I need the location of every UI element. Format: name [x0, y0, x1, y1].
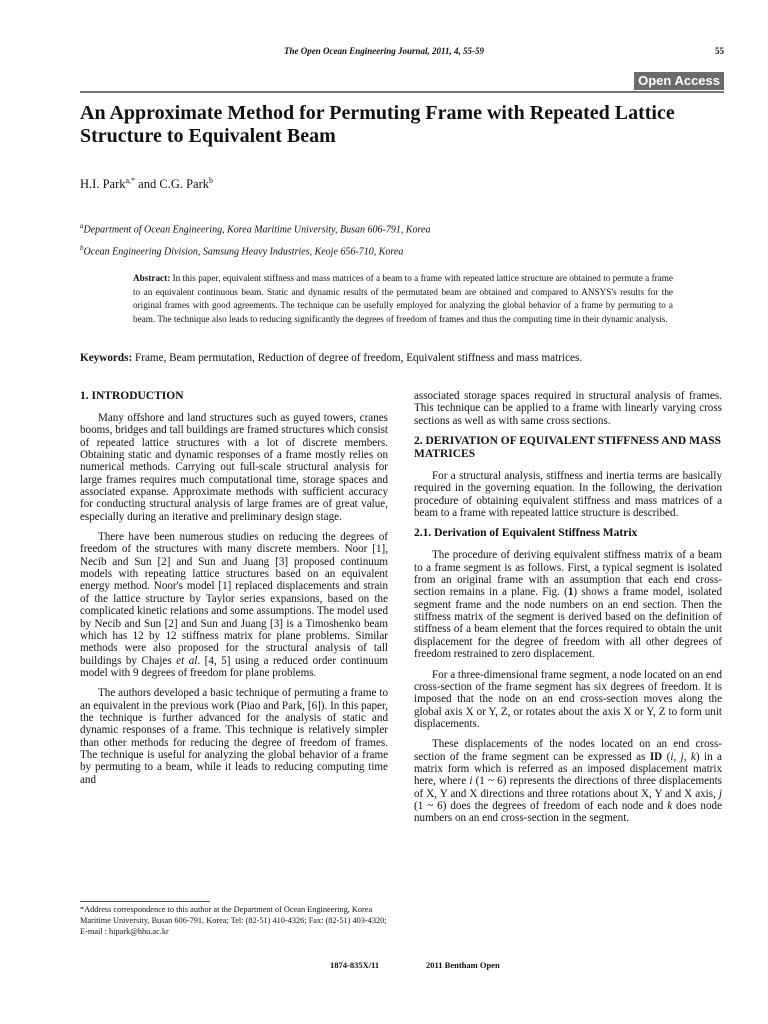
journal-name: The Open Ocean Engineering Journal,	[283, 46, 430, 56]
keywords-label: Keywords:	[80, 352, 133, 364]
author-1-marker: a,*	[125, 176, 136, 185]
abstract-text: In this paper, equivalent stiffness and mass matrices of a beam to a frame with repeated lattice structure are obtained to permute a frame to an equivalent continuous beam. Static and dynamic results of the permutated beam are obtained and compared to ANSYS's results for the original frames with good agreements. The technique can be usefully employed for analyzing the global behavior of a frame by permuting to a beam. The technique also leads to reducing significantly the degrees of freedom of frames and thus the computing time in their dynamic analysis.	[133, 273, 673, 324]
keywords-text: Frame, Beam permutation, Reduction of degree of freedom, Equivalent stiffness and mass matrices.	[132, 352, 583, 364]
stiffness-p1-part-a: The procedure of deriving equivalent stiffness matrix of a beam to a frame segment is as follows. First, a typical segment is isolated from an original frame with an assumption that each end cross-section remains in a plane. Fig. (	[414, 549, 722, 599]
stiffness-paragraph-2: For a three-dimensional frame segment, a node located on an end cross-section of the frame segment has six degrees of freedom. It is imposed that the node on an end cross-section moves along the global axis X or Y, Z, or rotates about the axis X or Y, Z to form unit displacements.	[414, 668, 722, 730]
left-column	[80, 390, 388, 794]
intro-paragraph-3-continued: associated storage spaces required in structural analysis of frames. This technique can be applied to a frame with linearly varying cross sections as well as with same cross sections.	[414, 390, 722, 427]
affiliation-b-marker: b	[80, 244, 84, 252]
journal-pages: 55-59	[463, 46, 485, 56]
stiffness-p3-part-a: These displacements of the nodes located on an end cross-section of the frame segment can be expressed as	[414, 738, 722, 763]
author-2-marker: b	[209, 176, 214, 185]
keywords	[80, 352, 730, 364]
stiffness-paragraph-1	[414, 549, 722, 660]
journal-year: 2011,	[432, 46, 452, 56]
j-symbol: j	[718, 787, 722, 800]
stiffness-p3-part-c: ) in a matrix form which is referred as an imposed displacement matrix here, where	[414, 750, 722, 788]
correspondence-footnote: *Address correspondence to this author at the Department of Ocean Engineering, Korea Maritime University, Busan 606-791, Korea; Tel: (82-51) 410-4326; Fax: (82-51) 403-4320; E-mail : hipark@hhu.ac.kr	[80, 905, 387, 936]
stiffness-p3-part-b: (	[662, 750, 671, 763]
intro-paragraph-2	[80, 531, 388, 679]
footnote-rule	[80, 901, 210, 902]
affiliation-b	[80, 244, 403, 257]
copyright: 2011 Bentham Open	[426, 960, 500, 970]
stiffness-p1-part-b: ) shows a frame model, isolated segment frame and the node numbers on an end section. Then the stiffness matrix of the segment is derived based on the definition of stiffness of a beam element that the forces required to obtain the unit displacement for the degree of freedom with all other degrees of freedom restrained to zero displacement.	[414, 586, 722, 661]
page-number: 55	[715, 46, 724, 56]
section-heading-introduction: 1. INTRODUCTION	[80, 390, 184, 402]
intro-paragraph-1: Many offshore and land structures such as guyed towers, cranes booms, bridges and tall buildings are framed structures which consist of repeated lattice structures with a lot of discrete members. Obtaining static and dynamic responses of a frame mostly relies on numerical methods. Carrying out full-scale structural analysis for large frames requires much computational time, storage spaces and associated expanse. Approximate methods with sufficient accuracy for conducting structural analysis of large frames are of great value, especially during an iterative and preliminary design stage.	[80, 412, 388, 523]
affiliation-a	[80, 222, 431, 235]
right-column	[414, 390, 722, 833]
author-2: C.G. Park	[159, 177, 210, 192]
author-list	[80, 176, 213, 192]
derivation-paragraph-1: For a structural analysis, stiffness and inertia terms are basically required in the governing equation. In the following, the derivation procedure of obtaining equivalent stiffness and mass matrices of a beam to a frame with repeated lattice structure is described.	[414, 470, 722, 520]
intro-p2-etal: et al	[176, 654, 198, 667]
intro-p2-part-b: . [4, 5] using a reduced order continuum model with 9 degrees of freedom for plane problems.	[80, 654, 388, 679]
affiliation-b-text: Ocean Engineering Division, Samsung Heavy Industries, Keoje 656-710, Korea	[83, 246, 404, 258]
issn: 1874-835X/11	[330, 960, 380, 970]
section-heading-derivation: 2. DERIVATION OF EQUIVALENT STIFFNESS AND MASS MATRICES	[414, 435, 722, 461]
id-symbol: ID	[649, 750, 663, 763]
affiliation-a-marker: a	[80, 222, 84, 230]
abstract	[133, 272, 673, 326]
stiffness-p3-part-f: does node numbers on an end cross-section in the segment.	[414, 799, 722, 825]
stiffness-paragraph-3	[414, 738, 722, 824]
paper-title: An Approximate Method for Permuting Frame with Repeated Lattice Structure to Equivalent Beam	[80, 102, 675, 147]
abstract-label: Abstract:	[133, 273, 171, 283]
open-access-badge: Open Access	[634, 72, 724, 90]
ijk-symbols: i, j, k	[670, 750, 696, 763]
journal-citation	[0, 46, 768, 56]
figure-reference: 1	[567, 586, 574, 599]
i-symbol: i	[469, 775, 473, 788]
author-conjunction: and	[135, 177, 160, 192]
header-rule	[80, 91, 724, 93]
stiffness-p3-part-d: (1 ~ 6) represents the directions of three displacements of X, Y and X directions and three rotations about X, Y and X axis,	[414, 775, 722, 800]
journal-volume: 4,	[454, 46, 461, 56]
stiffness-p3-part-e: (1 ~ 6) does the degrees of freedom of each node and	[414, 799, 668, 812]
author-1: H.I. Park	[80, 177, 126, 192]
intro-paragraph-3: The authors developed a basic technique of permuting a frame to an equivalent in the previous work (Piao and Park, [6]). In this paper, the technique is further advanced for the analysis of static and dynamic responses of a frame. This technique is relatively simpler than other methods for reducing the degree of freedom of frames. The technique is useful for analyzing the global behavior of a frame by permuting to a beam, while it leads to reducing computing time and	[80, 687, 388, 786]
intro-p2-part-a: There have been numerous studies on reducing the degrees of freedom of the structures with many discrete members. Noor [1], Necib and Sun [2] and Sun and Juang [3] proposed continuum models with repeating lattice structures based on an equivalent energy method. Noor's model [1] replaced displacements and strain of the lattice structure by Taylor series expansions, based on the complicated kinetic relations and some assumptions. The model used by Necib and Sun [2] and Sun and Juang [3] is a Timoshenko beam which has 12 by 12 stiffness matrix for plane problems. Similar methods were also proposed for the structural analysis of tall buildings by Chajes	[80, 531, 388, 667]
k-symbol: k	[667, 799, 673, 812]
affiliation-a-text: Department of Ocean Engineering, Korea Maritime University, Busan 606-791, Korea	[83, 224, 431, 236]
subsection-heading-stiffness: 2.1. Derivation of Equivalent Stiffness Matrix	[414, 527, 638, 540]
